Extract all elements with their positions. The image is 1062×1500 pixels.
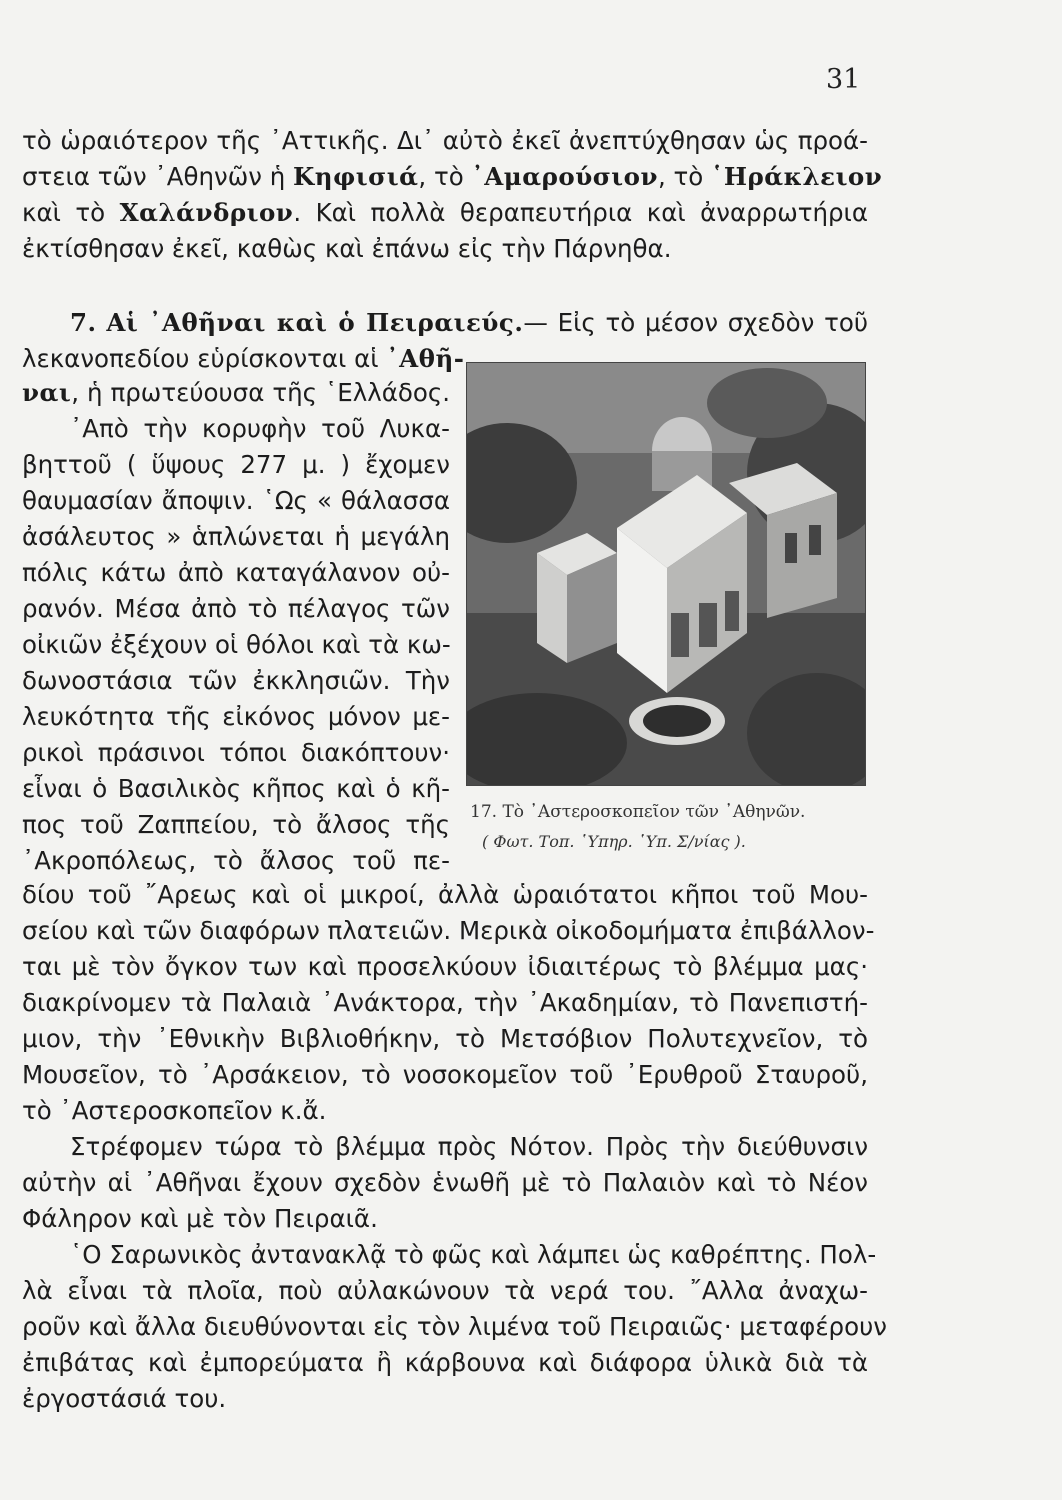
text-span: . Καὶ πολλὰ θεραπευτήρια καὶ ἀναρρωτήρια xyxy=(293,198,868,227)
place-athens: ᾿Αθῆ- xyxy=(386,344,465,373)
text-line: θαυμασίαν ἄποψιν. ῾Ως « θάλασσα xyxy=(22,486,450,515)
section-lead-text: — Εἰς τὸ μέσον σχεδὸν τοῦ xyxy=(523,308,868,337)
place-irakleion: ῾Ηράκλειον xyxy=(711,162,883,191)
text-span: λεκανοπεδίου εὑρίσκονται αἱ xyxy=(22,344,387,373)
text-line: λὰ εἶναι τὰ πλοῖα, ποὺ αὐλακώνουν τὰ νερά του. ῎Αλλα ἀναχω- xyxy=(22,1276,868,1305)
text-line xyxy=(22,342,465,376)
text-line: αὐτὴν αἱ ᾿Αθῆναι ἔχουν σχεδὸν ἑνωθῆ μὲ τὸ Παλαιὸν καὶ τὸ Νέον xyxy=(22,1168,868,1197)
place-athens-cont: ναι xyxy=(22,378,72,407)
text-span: στεια τῶν ᾿Αθηνῶν ἡ xyxy=(22,162,294,191)
text-line: δωνοστάσια τῶν ἐκκλησιῶν. Τὴν xyxy=(22,666,450,695)
text-line xyxy=(22,376,450,410)
section-number: 7. xyxy=(70,308,97,337)
text-line: ἐκτίσθησαν ἐκεῖ, καθὼς καὶ ἐπάνω εἰς τὴν Πάρνηθα. xyxy=(22,234,672,263)
text-line: εἶναι ὁ Βασιλικὸς κῆπος καὶ ὁ κῆ- xyxy=(22,774,450,803)
observatory-photo-drawing xyxy=(467,363,865,785)
text-line: ροῦν καὶ ἄλλα διευθύνονται εἰς τὸν λιμένα τοῦ Πειραιῶς· μεταφέρουν xyxy=(22,1312,887,1341)
text-line: Φάληρον καὶ μὲ τὸν Πειραιᾶ. xyxy=(22,1204,378,1233)
text-span: , ἡ πρωτεύουσα τῆς ῾Ελλάδος. xyxy=(71,378,450,407)
text-line: ται μὲ τὸν ὄγκον των καὶ προσελκύουν ἰδιαιτέρως τὸ βλέμμα μας· xyxy=(22,952,868,981)
text-line: ρανόν. Μέσα ἀπὸ τὸ πέλαγος τῶν xyxy=(22,594,450,623)
text-line: ρικοὶ πράσινοι τόποι διακόπτουν· xyxy=(22,738,450,767)
text-line: ἐργοστάσιά του. xyxy=(22,1384,227,1413)
text-line: ἀσάλευτος » ἁπλώνεται ἡ μεγάλη xyxy=(22,522,450,551)
text-line: ἐπιβάτας καὶ ἐμπορεύματα ἢ κάρβουνα καὶ διάφορα ὑλικὰ διὰ τὰ xyxy=(22,1348,868,1377)
text-line: μιον, τὴν ᾿Εθνικὴν Βιβλιοθήκην, τὸ Μετσόβιον Πολυτεχνεῖον, τὸ xyxy=(22,1024,868,1053)
text-line: βηττοῦ ( ὕψους 277 μ. ) ἔχομεν xyxy=(22,450,450,479)
text-line xyxy=(22,160,883,194)
place-chalandrion: Χαλάνδριον xyxy=(119,198,294,227)
text-span: , τὸ xyxy=(418,162,472,191)
observatory-photo xyxy=(466,362,866,786)
text-line xyxy=(22,196,868,230)
text-line: διακρίνομεν τὰ Παλαιὰ ᾿Ανάκτορα, τὴν ᾿Ακαδημίαν, τὸ Πανεπιστή- xyxy=(22,988,868,1017)
text-line: Στρέφομεν τώρα τὸ βλέμμα πρὸς Νότον. Πρὸς τὴν διεύθυνσιν xyxy=(70,1132,868,1161)
figure-caption-credit: ( Φωτ. Τοπ. ῾Υπηρ. ῾Υπ. Σ/νίας ). xyxy=(482,832,746,851)
text-line: δίου τοῦ ῎Αρεως καὶ οἱ μικροί, ἀλλὰ ὡραιότατοι κῆποι τοῦ Μου- xyxy=(22,880,868,909)
text-line: λευκότητα τῆς εἰκόνος μόνον με- xyxy=(22,702,450,731)
page-number: 31 xyxy=(826,64,861,95)
place-amarousion: ᾿Αμαρούσιον xyxy=(471,162,658,191)
text-line: ᾿Απὸ τὴν κορυφὴν τοῦ Λυκα- xyxy=(70,414,450,443)
text-line: οἰκιῶν ἐξέχουν οἱ θόλοι καὶ τὰ κω- xyxy=(22,630,451,659)
text-line: πος τοῦ Ζαππείου, τὸ ἄλσος τῆς xyxy=(22,810,450,839)
text-line: ῾Ο Σαρωνικὸς ἀντανακλᾷ τὸ φῶς καὶ λάμπει ὡς καθρέπτης. Πολ- xyxy=(70,1240,877,1269)
figure-caption-title: 17. Τὸ ᾿Αστεροσκοπεῖον τῶν ᾿Αθηνῶν. xyxy=(470,802,806,822)
text-span: καὶ τὸ xyxy=(22,198,120,227)
text-line: τὸ ᾿Αστεροσκοπεῖον κ.ἄ. xyxy=(22,1096,327,1125)
section-title: Αἱ ᾿Αθῆναι καὶ ὁ Πειραιεύς. xyxy=(106,308,524,337)
text-line: σείου καὶ τῶν διαφόρων πλατειῶν. Μερικὰ οἰκοδομήματα ἐπιβάλλον- xyxy=(22,916,875,945)
place-kifisia: Κηφισιά xyxy=(293,162,419,191)
text-span: , τὸ xyxy=(657,162,712,191)
section-heading-line xyxy=(70,306,868,340)
text-line: πόλις κάτω ἀπὸ καταγάλανον οὐ- xyxy=(22,558,450,587)
text-line: Μουσεῖον, τὸ ᾿Αρσάκειον, τὸ νοσοκομεῖον τοῦ ᾿Ερυθροῦ Σταυροῦ, xyxy=(22,1060,868,1089)
text-line: ᾿Ακροπόλεως, τὸ ἄλσος τοῦ πε- xyxy=(22,846,450,875)
text-line: τὸ ὡραιότερον τῆς ᾿Αττικῆς. Δι᾿ αὐτὸ ἐκεῖ ἀνεπτύχθησαν ὡς προά- xyxy=(22,126,868,155)
